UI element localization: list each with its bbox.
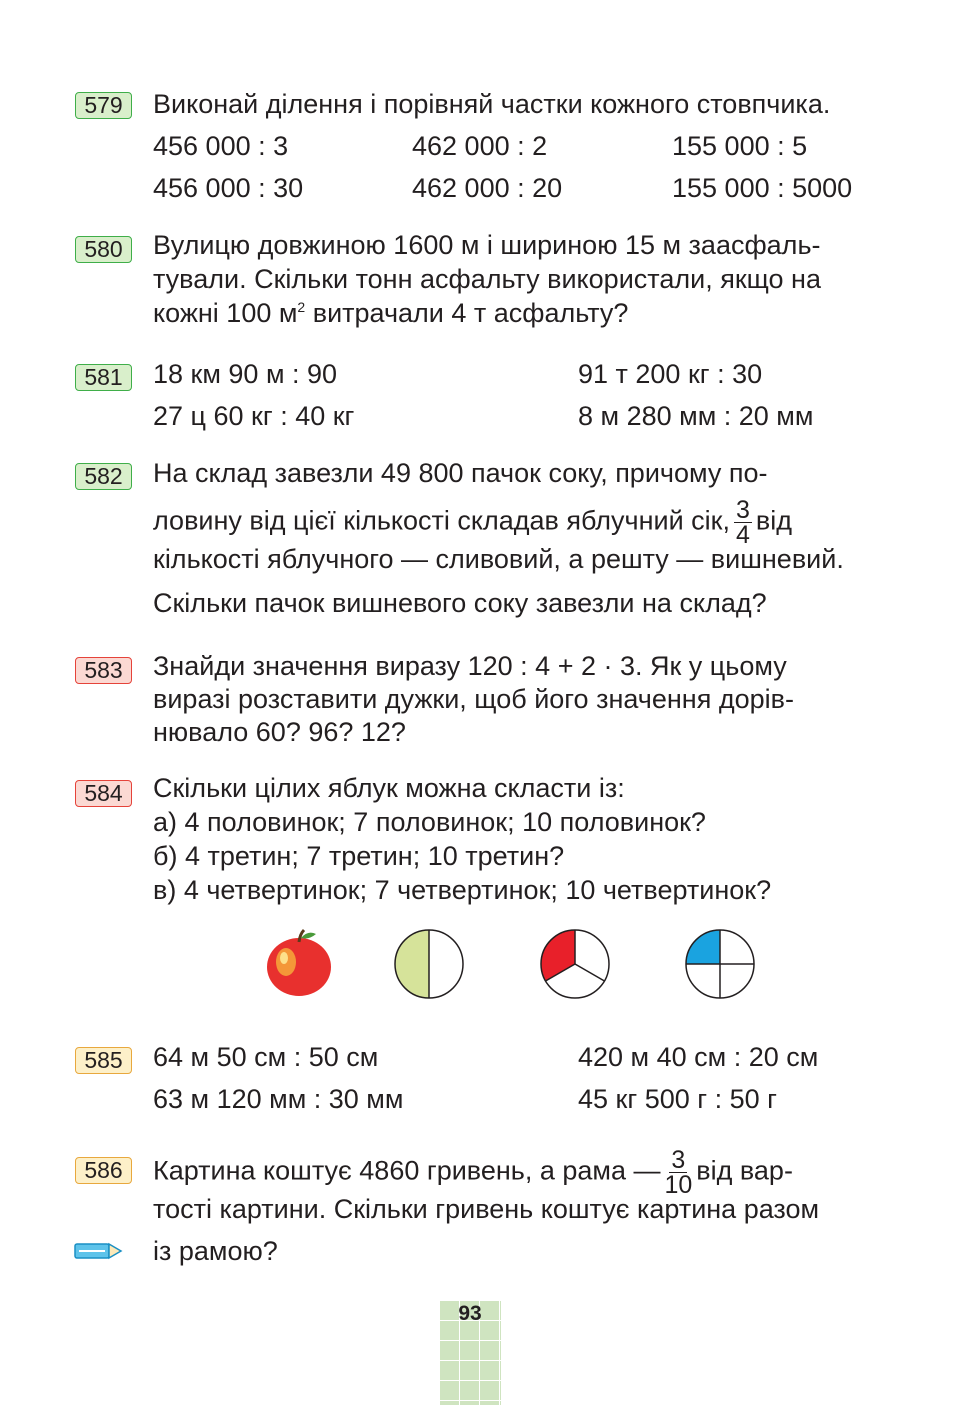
expr: 27 ц 60 кг : 40 кг <box>153 401 355 431</box>
exercise-582-text <box>153 498 792 547</box>
exercise-584-text: б) 4 третин; 7 третин; 10 третин? <box>153 841 565 871</box>
exercise-number-581: 581 <box>75 364 132 391</box>
exercise-number-584: 584 <box>75 780 132 807</box>
exercise-580-text <box>153 296 628 330</box>
exercise-582-text: кількості яблучного — сливовий, а решту — вишневий. <box>153 544 844 574</box>
fraction <box>664 1148 692 1197</box>
exercise-number-579: 579 <box>75 92 132 119</box>
half-circle-icon <box>393 928 465 1000</box>
pencil-icon <box>73 1240 123 1262</box>
expr: 91 т 200 кг : 30 <box>578 359 763 389</box>
expr: 462 000 : 2 <box>412 131 548 161</box>
exercise-580-text: Вулицю довжиною 1600 м і шириною 15 м заасфаль- <box>153 230 821 260</box>
exercise-number-585: 585 <box>75 1047 132 1074</box>
fraction-denominator: 4 <box>735 521 750 549</box>
exercise-number-580: 580 <box>75 236 132 263</box>
exercise-number-586: 586 <box>75 1157 132 1184</box>
text-part: ловину від цієї кількості складав яблучний сік, <box>153 505 730 536</box>
exercise-583-text: нювало 60? 96? 12? <box>153 717 406 747</box>
expr: 420 м 40 см : 20 см <box>578 1042 819 1072</box>
exercise-583-text: Знайди значення виразу 120 : 4 + 2 · 3. Як у цьому <box>153 651 787 681</box>
text-part: Картина коштує 4860 гривень, а рама — <box>153 1155 661 1186</box>
fraction <box>734 498 752 547</box>
exercise-580-text: тували. Скільки тонн асфальту використали, якщо на <box>153 264 821 294</box>
expr: 18 км 90 м : 90 <box>153 359 338 389</box>
third-circle-icon <box>539 928 611 1000</box>
exercise-number-583: 583 <box>75 657 132 684</box>
fraction-numerator: 3 <box>735 496 750 524</box>
expr: 456 000 : 3 <box>153 131 289 161</box>
expr: 456 000 : 30 <box>153 173 304 203</box>
exercise-586-text: тості картини. Скільки гривень коштує картина разом <box>153 1194 820 1224</box>
exercise-number-582: 582 <box>75 463 132 490</box>
expr: 8 м 280 мм : 20 мм <box>578 401 814 431</box>
expr: 155 000 : 5 <box>672 131 808 161</box>
exercise-582-text: На склад завезли 49 800 пачок соку, причому по- <box>153 458 768 488</box>
expr: 462 000 : 20 <box>412 173 563 203</box>
text-part: від вар- <box>696 1155 793 1186</box>
text-part: від <box>755 505 792 536</box>
page-number-box <box>439 1300 501 1405</box>
expr: 155 000 : 5000 <box>672 173 853 203</box>
expr: 63 м 120 мм : 30 мм <box>153 1084 404 1114</box>
exercise-583-text: виразі розставити дужки, щоб його значення дорів- <box>153 684 794 714</box>
apple-icon <box>262 926 336 1000</box>
superscript: 2 <box>297 299 306 315</box>
exercise-584-text: а) 4 половинок; 7 половинок; 10 половинок? <box>153 807 706 837</box>
page-number: 93 <box>458 1302 482 1325</box>
exercise-586-text <box>153 1148 793 1197</box>
fraction-denominator: 10 <box>664 1171 693 1199</box>
fraction-numerator: 3 <box>671 1146 686 1174</box>
exercise-582-text: Скільки пачок вишневого соку завезли на склад? <box>153 588 767 618</box>
exercise-579-text: Виконай ділення і порівняй частки кожного стовпчика. <box>153 89 831 119</box>
exercise-584-text: Скільки цілих яблук можна скласти із: <box>153 773 625 803</box>
expr: 45 кг 500 г : 50 г <box>578 1084 777 1114</box>
quarter-circle-icon <box>684 928 756 1000</box>
exercise-586-text: із рамою? <box>153 1236 278 1266</box>
exercise-584-text: в) 4 четвертинок; 7 четвертинок; 10 четвертинок? <box>153 875 772 905</box>
text-part: витрачали 4 т асфальту? <box>305 298 629 328</box>
text-part: кожні 100 м <box>153 298 298 328</box>
expr: 64 м 50 см : 50 см <box>153 1042 379 1072</box>
